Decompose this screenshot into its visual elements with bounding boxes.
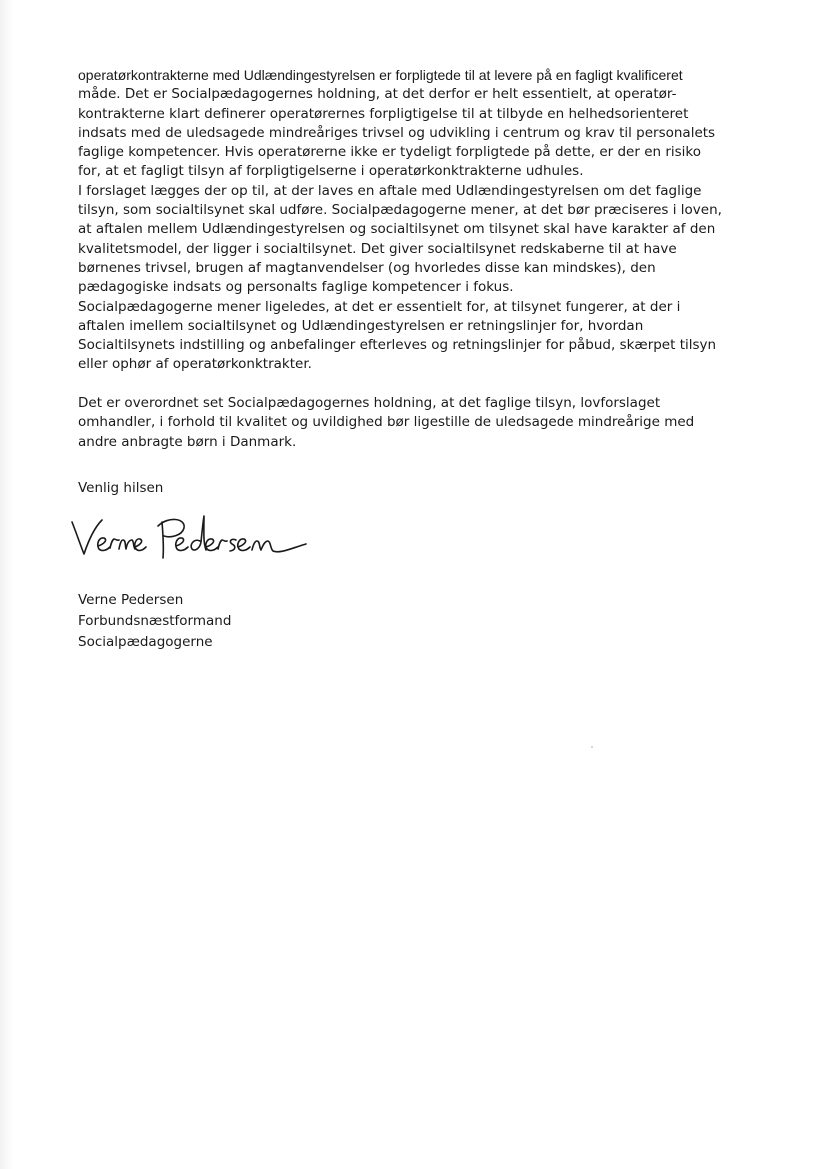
letter-body bbox=[78, 66, 768, 452]
body-line: kvalitetsmodel, der ligger i socialtilsynet. Det giver socialtilsynet redskaberne til at have bbox=[78, 240, 677, 257]
body-line: Socialpædagogerne mener ligeledes, at det er essentielt for, at tilsynet fungerer, at der i bbox=[78, 298, 681, 315]
sender-organization: Socialpædagogerne bbox=[78, 634, 213, 650]
closing-salutation: Venlig hilsen bbox=[78, 480, 164, 496]
body-line: Det er overordnet set Socialpædagogernes holdning, at det faglige tilsyn, lovforslaget bbox=[78, 395, 661, 412]
scan-speck bbox=[591, 746, 593, 748]
body-line: eller ophør af operatørkonktrakter. bbox=[78, 356, 312, 373]
signature-block bbox=[78, 590, 231, 653]
body-line: I forslaget lægges der op til, at der laves en aftale med Udlændingestyrelsen om det faglige bbox=[78, 182, 702, 199]
body-line: operatørkontrakterne med Udlændingestyrelsen er forpligtede til at levere på en fagligt kvalificeret bbox=[78, 67, 683, 83]
sender-name: Verne Pedersen bbox=[78, 592, 184, 608]
body-line: Socialtilsynets indstilling og anbefalinger efterleves og retningslinjer for påbud, skærpet tilsyn bbox=[78, 337, 717, 354]
sender-title: Forbundsnæstformand bbox=[78, 613, 232, 629]
body-line: pædagogiske indsats og personalts faglige kompetencer i fokus. bbox=[78, 279, 514, 296]
paragraph-gap bbox=[78, 375, 768, 394]
body-line: måde. Det er Socialpædagogernes holdning, at det derfor er helt essentielt, at operatør- bbox=[78, 86, 677, 103]
body-line: aftalen imellem socialtilsynet og Udlændingestyrelsen er retningslinjer for, hvordan bbox=[78, 317, 644, 334]
handwritten-signature bbox=[66, 508, 316, 568]
body-line: for, at et fagligt tilsyn af forpligtigelserne i operatørkonktrakterne udhules. bbox=[78, 163, 584, 180]
body-line: kontrakterne klart definerer operatørernes forpligtigelse til at tilbyde en helhedsorienteret bbox=[78, 105, 689, 122]
body-line: andre anbragte børn i Danmark. bbox=[78, 433, 297, 450]
body-line: faglige kompetencer. Hvis operatørerne ikke er tydeligt forpligtede på dette, er der en risiko bbox=[78, 144, 702, 161]
scan-edge-shadow bbox=[0, 0, 14, 1169]
body-line: børnenes trivsel, brugen af magtanvendelser (og hvorledes disse kan mindskes), den bbox=[78, 259, 656, 276]
body-line: tilsyn, som socialtilsynet skal udføre. Socialpædagogerne mener, at det bør præciseres i loven, bbox=[78, 202, 722, 219]
body-line: omhandler, i forhold til kvalitet og uvildighed bør ligestille de uledsagede mindreårige med bbox=[78, 414, 695, 431]
body-line: at aftalen mellem Udlændingestyrelsen og socialtilsynet om tilsynet skal have karakter af den bbox=[78, 221, 716, 238]
body-line: indsats med de uledsagede mindreåriges trivsel og udvikling i centrum og krav til personalets bbox=[78, 124, 716, 141]
